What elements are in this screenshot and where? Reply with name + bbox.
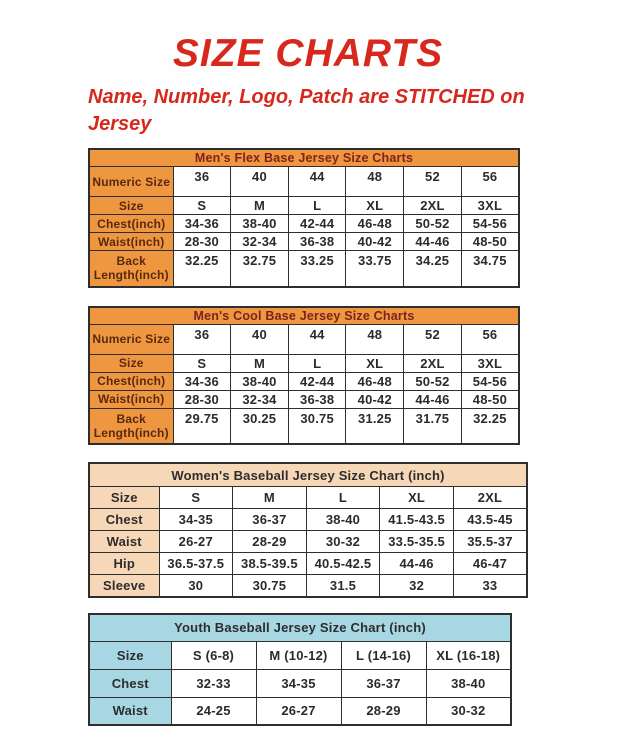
data-cell: 42-44 <box>288 372 346 390</box>
row-label: Numeric Size <box>89 324 173 354</box>
row-label: Waist(inch) <box>89 390 173 408</box>
row-label: Chest(inch) <box>89 215 173 233</box>
data-cell: 36-37 <box>341 669 426 697</box>
data-cell: 33.25 <box>288 251 346 287</box>
row-label: Chest <box>89 669 171 697</box>
data-cell: 40-42 <box>346 233 404 251</box>
data-cell: 42-44 <box>288 215 346 233</box>
data-cell: L <box>306 487 380 509</box>
data-cell: 3XL <box>461 354 519 372</box>
data-cell: 36 <box>173 324 231 354</box>
data-cell: L <box>288 197 346 215</box>
row-label: Chest(inch) <box>89 372 173 390</box>
data-cell: 56 <box>461 324 519 354</box>
data-cell: 41.5-43.5 <box>380 509 454 531</box>
data-cell: 31.75 <box>404 408 462 444</box>
data-cell: 32.25 <box>173 251 231 287</box>
row-label: Hip <box>89 553 159 575</box>
data-cell: S <box>173 354 231 372</box>
row-label: Back Length(inch) <box>89 251 173 287</box>
data-cell: 2XL <box>404 354 462 372</box>
data-cell: 32-33 <box>171 669 256 697</box>
data-cell: 43.5-45 <box>453 509 527 531</box>
data-cell: 34-35 <box>256 669 341 697</box>
data-cell: 38-40 <box>426 669 511 697</box>
data-cell: 44-46 <box>404 233 462 251</box>
data-cell: 50-52 <box>404 372 462 390</box>
data-cell: 26-27 <box>159 531 233 553</box>
data-cell: 48-50 <box>461 233 519 251</box>
row-label: Back Length(inch) <box>89 408 173 444</box>
data-cell: XL <box>346 197 404 215</box>
table-title: Youth Baseball Jersey Size Chart (inch) <box>89 614 511 642</box>
data-cell: 33 <box>453 575 527 597</box>
data-cell: L <box>288 354 346 372</box>
data-cell: M <box>231 197 289 215</box>
data-cell: 46-48 <box>346 372 404 390</box>
data-cell: S <box>159 487 233 509</box>
data-cell: 32-34 <box>231 233 289 251</box>
size-table-1 <box>88 306 520 446</box>
data-cell: 46-47 <box>453 553 527 575</box>
data-cell: 44-46 <box>380 553 454 575</box>
data-cell: 33.5-35.5 <box>380 531 454 553</box>
data-cell: 52 <box>404 324 462 354</box>
data-cell: XL <box>346 354 404 372</box>
data-cell: 32-34 <box>231 390 289 408</box>
data-cell: 2XL <box>404 197 462 215</box>
data-cell: 36-38 <box>288 233 346 251</box>
data-cell: 44 <box>288 167 346 197</box>
data-cell: 31.25 <box>346 408 404 444</box>
size-charts-container <box>88 148 532 726</box>
data-cell: 36 <box>173 167 231 197</box>
data-cell: M <box>233 487 307 509</box>
data-cell: 44-46 <box>404 390 462 408</box>
data-cell: 40 <box>231 324 289 354</box>
page-subtitle: Name, Number, Logo, Patch are STITCHED on Jersey <box>88 86 525 135</box>
data-cell: 26-27 <box>256 697 341 725</box>
data-cell: S <box>173 197 231 215</box>
data-cell: 3XL <box>461 197 519 215</box>
data-cell: 52 <box>404 167 462 197</box>
data-cell: 38-40 <box>231 372 289 390</box>
data-cell: 32.75 <box>231 251 289 287</box>
data-cell: 40.5-42.5 <box>306 553 380 575</box>
row-label: Size <box>89 197 173 215</box>
data-cell: 29.75 <box>173 408 231 444</box>
data-cell: 54-56 <box>461 372 519 390</box>
data-cell: 34.25 <box>404 251 462 287</box>
data-cell: XL (16-18) <box>426 641 511 669</box>
data-cell: S (6-8) <box>171 641 256 669</box>
data-cell: 28-29 <box>341 697 426 725</box>
data-cell: 50-52 <box>404 215 462 233</box>
row-label: Waist <box>89 531 159 553</box>
data-cell: 30.25 <box>231 408 289 444</box>
row-label: Size <box>89 487 159 509</box>
size-table-0 <box>88 148 520 288</box>
table-title: Men's Flex Base Jersey Size Charts <box>89 149 519 167</box>
data-cell: 31.5 <box>306 575 380 597</box>
data-cell: M <box>231 354 289 372</box>
data-cell: 36-37 <box>233 509 307 531</box>
data-cell: 48 <box>346 167 404 197</box>
data-cell: 36-38 <box>288 390 346 408</box>
data-cell: 34-35 <box>159 509 233 531</box>
data-cell: 34-36 <box>173 215 231 233</box>
data-cell: L (14-16) <box>341 641 426 669</box>
row-label: Sleeve <box>89 575 159 597</box>
data-cell: 34.75 <box>461 251 519 287</box>
row-label: Waist <box>89 697 171 725</box>
row-label: Numeric Size <box>89 167 173 197</box>
data-cell: 30-32 <box>426 697 511 725</box>
table-title: Men's Cool Base Jersey Size Charts <box>89 307 519 325</box>
data-cell: 54-56 <box>461 215 519 233</box>
row-label: Size <box>89 641 171 669</box>
data-cell: 48 <box>346 324 404 354</box>
data-cell: 30.75 <box>233 575 307 597</box>
data-cell: 28-30 <box>173 233 231 251</box>
data-cell: 2XL <box>453 487 527 509</box>
data-cell: 36.5-37.5 <box>159 553 233 575</box>
data-cell: 30-32 <box>306 531 380 553</box>
data-cell: 48-50 <box>461 390 519 408</box>
row-label: Waist(inch) <box>89 233 173 251</box>
data-cell: 38-40 <box>231 215 289 233</box>
data-cell: 40-42 <box>346 390 404 408</box>
table-title: Women's Baseball Jersey Size Chart (inch) <box>89 463 527 487</box>
data-cell: 35.5-37 <box>453 531 527 553</box>
data-cell: 30 <box>159 575 233 597</box>
data-cell: 28-29 <box>233 531 307 553</box>
data-cell: 24-25 <box>171 697 256 725</box>
row-label: Chest <box>89 509 159 531</box>
page-title: SIZE CHARTS <box>172 32 444 75</box>
row-label: Size <box>89 354 173 372</box>
data-cell: 32.25 <box>461 408 519 444</box>
data-cell: 28-30 <box>173 390 231 408</box>
data-cell: M (10-12) <box>256 641 341 669</box>
size-table-3 <box>88 613 512 727</box>
data-cell: 34-36 <box>173 372 231 390</box>
data-cell: 38-40 <box>306 509 380 531</box>
data-cell: 32 <box>380 575 454 597</box>
data-cell: 44 <box>288 324 346 354</box>
data-cell: 46-48 <box>346 215 404 233</box>
size-table-2 <box>88 462 528 598</box>
data-cell: 38.5-39.5 <box>233 553 307 575</box>
data-cell: 30.75 <box>288 408 346 444</box>
data-cell: 40 <box>231 167 289 197</box>
data-cell: 56 <box>461 167 519 197</box>
data-cell: XL <box>380 487 454 509</box>
data-cell: 33.75 <box>346 251 404 287</box>
